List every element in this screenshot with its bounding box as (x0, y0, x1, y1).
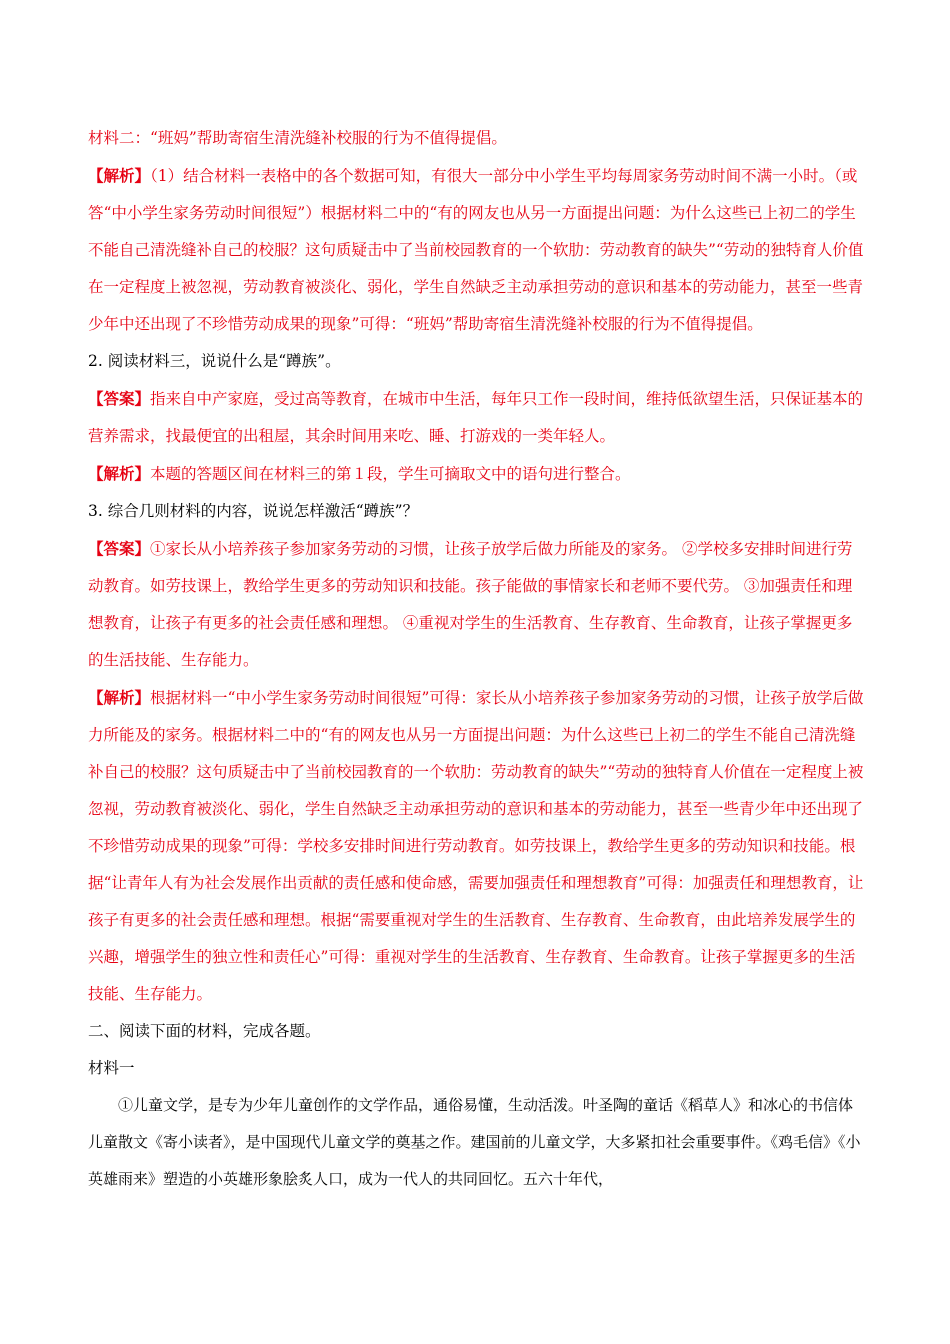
material-one-paragraph: ①儿童文学，是专为少年儿童创作的文学作品，通俗易懂，生动活泼。叶圣陶的童话《稻草人》和冰心的书信体儿童散文《寄小读者》，是中国现代儿童文学的奠基之作。建国前的儿童文学，大多紧扣社会重要事件。《鸡毛信》《小英雄雨来》塑造的小英雄形象脍炙人口，成为一代人的共同回忆。五六十年代， (88, 1096, 861, 1188)
analysis-text: （1）结合材料一表格中的各个数据可知，有很大一部分中小学生平均每周家务劳动时间不满一小时。（或答“中小学生家务劳动时间很短”）根据材料二中的“有的网友也从另一方面提出问题：为什么这些已上初二的学生不能自己清洗缝补自己的校服？这句质疑击中了当前校园教育的一个软肋：劳动教育的缺失”“劳动的独特育人价值在一定程度上被忽视，劳动教育被淡化、弱化，学生自然缺乏主动承担劳动的意识和基本的劳动能力，甚至一些青少年中还出现了不珍惜劳动成果的现象”可得：“班妈”帮助寄宿生清洗缝补校服的行为不值得提倡。 (88, 167, 864, 333)
analysis-3 (88, 679, 864, 1013)
analysis-1 (88, 157, 864, 343)
answer-3 (88, 530, 864, 679)
material-one-label: 材料一 (88, 1059, 135, 1077)
section-two-heading: 二、阅读下面的材料，完成各题。 (88, 1022, 321, 1040)
answer-tag: 【答案】 (88, 539, 151, 558)
analysis-tag: 【解析】 (88, 688, 151, 707)
analysis-2 (88, 455, 864, 493)
analysis-text: 根据材料一“中小学生家务劳动时间很短”可得：家长从小培养孩子参加家务劳动的习惯，让孩子放学后做力所能及的家务。根据材料二中的“有的网友也从另一方面提出问题：为什么这些已上初二的学生不能自己清洗缝补自己的校服？这句质疑击中了当前校园教育的一个软肋：劳动教育的缺失”“劳动的独特育人价值在一定程度上被忽视，劳动教育被淡化、弱化，学生自然缺乏主动承担劳动的意识和基本的劳动能力，甚至一些青少年中还出现了不珍惜劳动成果的现象”可得：学校多安排时间进行劳动教育。如劳技课上，教给学生更多的劳动知识和技能。根据“让青年人有为社会发展作出贡献的责任感和使命感，需要加强责任和理想教育”可得：加强责任和理想教育，让孩子有更多的社会责任感和理想。根据“需要重视对学生的生活教育、生存教育、生命教育，由此培养发展学生的兴趣，增强学生的独立性和责任心”可得：重视对学生的生活教育、生存教育、生命教育。让孩子掌握更多的生活技能、生存能力。 (88, 689, 864, 1003)
answer-2 (88, 380, 864, 455)
question-2: 2. 阅读材料三，说说什么是“蹲族”。 (88, 352, 341, 370)
answer-text: ①家长从小培养孩子参加家务劳动的习惯，让孩子放学后做力所能及的家务。 ②学校多安排时间进行劳动教育。如劳技课上，教给学生更多的劳动知识和技能。孩子能做的事情家长和老师不要代劳。 ③加强责任和理想教育，让孩子有更多的社会责任感和理想。 ④重视对学生的生活教育、生存教育、生命教育，让孩子掌握更多的生活技能、生存能力。 (88, 540, 853, 669)
analysis-tag: 【解析】 (88, 166, 151, 185)
answer-tag: 【答案】 (88, 389, 151, 408)
document-page (88, 120, 864, 1198)
answer-text: 指来自中产家庭，受过高等教育，在城市中生活，每年只工作一段时间，维持低欲望生活，只保证基本的营养需求，找最便宜的出租屋，其余时间用来吃、睡、打游戏的一类年轻人。 (88, 390, 864, 445)
analysis-text: 本题的答题区间在材料三的第１段，学生可摘取文中的语句进行整合。 (150, 465, 631, 483)
question-3: 3. 综合几则材料的内容，说说怎样激活“蹲族”？ (88, 502, 419, 520)
analysis-tag: 【解析】 (88, 464, 151, 483)
material-two-conclusion: 材料二：“班妈”帮助寄宿生清洗缝补校服的行为不值得提倡。 (88, 129, 507, 147)
